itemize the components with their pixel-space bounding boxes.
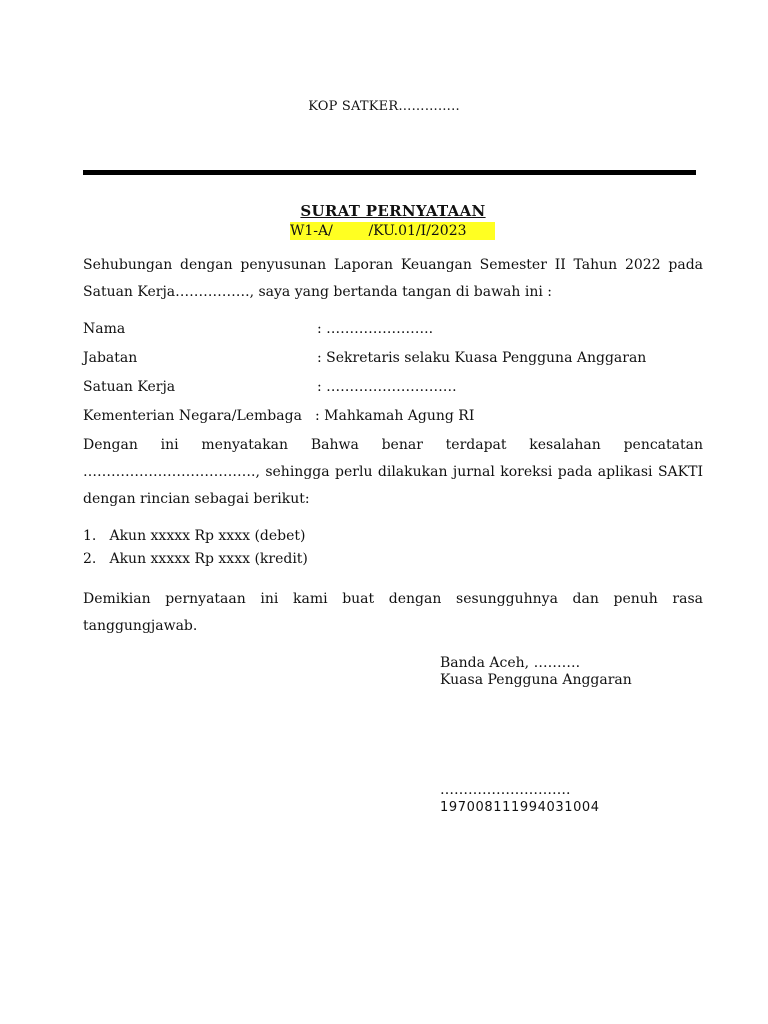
- field-row-nama: [83, 318, 703, 340]
- document-title: SURAT PERNYATAAN: [300, 202, 486, 220]
- list-number: 1.: [83, 528, 97, 544]
- list-item: [83, 525, 306, 547]
- intro-paragraph: Sehubungan dengan penyusunan Laporan Keuangan Semester II Tahun 2022 pada Satuan Kerja……………., saya yang bertanda tangan di bawah ini :: [83, 257, 703, 300]
- kop-satker: KOP SATKER…………..: [308, 99, 460, 114]
- closing-paragraph: Demikian pernyataan ini kami buat dengan sesungguhnya dan penuh rasa tanggungjawab.: [83, 591, 703, 634]
- field-label: Kementerian Negara/Lembaga: [83, 408, 302, 424]
- list-text: Akun xxxxx Rp xxxx (kredit): [109, 551, 308, 567]
- field-value: : Sekretaris selaku Kuasa Pengguna Anggaran: [317, 350, 647, 366]
- list-item: [83, 548, 308, 570]
- field-label: Satuan Kerja: [83, 379, 176, 395]
- header-rule: [83, 170, 696, 175]
- document-number: W1-A/ /KU.01/I/2023: [290, 222, 495, 240]
- list-text: Akun xxxxx Rp xxxx (debet): [109, 528, 306, 544]
- field-row-satuan-kerja: [83, 376, 703, 398]
- field-row-jabatan: [83, 347, 703, 369]
- field-value: : ……………………….: [317, 379, 457, 395]
- signature-name-placeholder: ……………………….: [440, 782, 571, 798]
- signature-place-date: Banda Aceh, ……….: [440, 655, 581, 671]
- field-label: Jabatan: [83, 350, 138, 366]
- field-row-kementerian: [83, 405, 703, 427]
- list-number: 2.: [83, 551, 97, 567]
- field-value: : Mahkamah Agung RI: [315, 408, 475, 424]
- statement-paragraph: Dengan ini menyatakan Bahwa benar terdapat kesalahan pencatatan ………………………………., sehingga perlu dilakukan jurnal koreksi pada aplikasi SAKTI dengan rincian sebagai berikut:: [83, 437, 703, 507]
- signature-nip: 197008111994031004: [440, 800, 600, 815]
- field-value: : …………………..: [317, 321, 434, 337]
- signature-role: Kuasa Pengguna Anggaran: [440, 672, 632, 688]
- field-label: Nama: [83, 321, 126, 337]
